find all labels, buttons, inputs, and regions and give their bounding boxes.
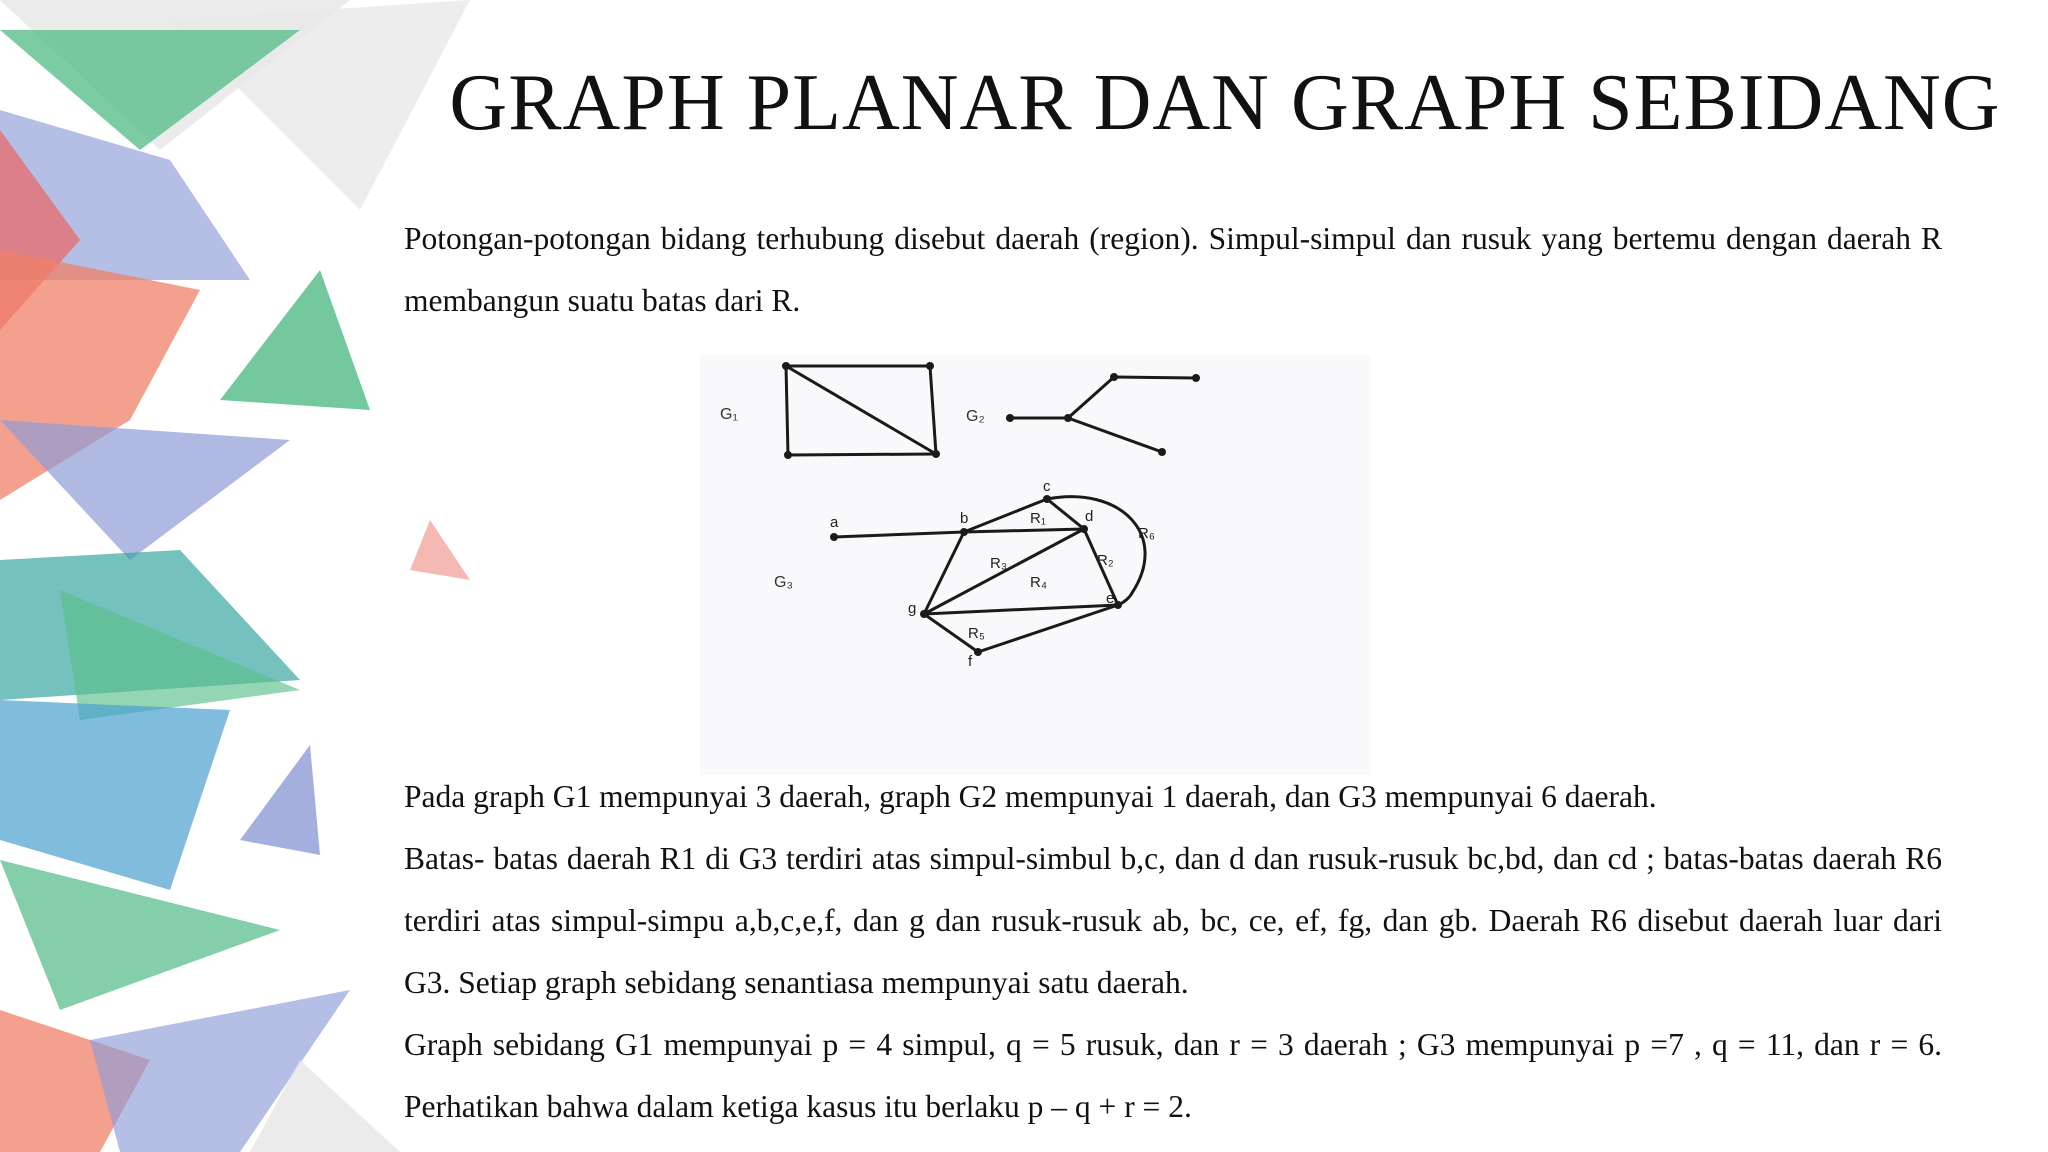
graph-g2: [966, 373, 1200, 456]
g3-region-r2: R₂: [1097, 552, 1114, 569]
intro-paragraph: Potongan-potongan bidang terhubung disebut daerah (region). Simpul-simpul dan rusuk yang bertemu dengan daerah R membangun suatu batas dari R.: [404, 221, 1942, 318]
paragraph-region-boundaries: Batas- batas daerah R1 di G3 terdiri atas simpul-simbul b,c, dan d dan rusuk-rusuk bc,bd, dan cd ; batas-batas daerah R6 terdiri atas simpul-simpu a,b,c,e,f, dan g dan rusuk-rusuk ab, bc, ce, ef, fg, dan gb. Daerah R6 disebut daerah luar dari G3. Setiap graph sebidang senantiasa mempunyai satu daerah.: [404, 841, 1942, 1000]
g2-vertex: [1192, 374, 1200, 382]
g1-edge: [786, 366, 936, 454]
pink-triangle: [410, 520, 470, 580]
g2-vertex: [1110, 373, 1118, 381]
g3-vertex-d: [1080, 525, 1088, 533]
g1-vertex: [784, 451, 792, 459]
periwinkle-triangle: [240, 745, 320, 855]
g3-region-r1: R₁: [1030, 510, 1046, 527]
g3-label: G₃: [774, 574, 793, 591]
g3-vertex-a: [830, 533, 838, 541]
g2-vertex: [1064, 414, 1072, 422]
g3-label-f: f: [968, 653, 973, 670]
g3-label-a: a: [830, 514, 839, 531]
g1-edge: [788, 454, 936, 455]
g3-edge-ce: [1047, 497, 1145, 605]
g2-label: G₂: [966, 408, 985, 425]
g3-region-r6: R₆: [1138, 525, 1155, 542]
g3-edge-ef: [978, 605, 1118, 652]
g3-region-r3: R₃: [990, 555, 1007, 572]
g1-vertex: [932, 450, 940, 458]
g3-label-c: c: [1043, 478, 1051, 495]
g3-edge-bd: [964, 529, 1084, 532]
green-triangle: [220, 270, 370, 410]
g3-region-r5: R₅: [968, 625, 985, 642]
g2-edge: [1068, 377, 1114, 418]
body-text: [404, 766, 1942, 1138]
g3-label-g: g: [908, 600, 917, 617]
g1-edge: [930, 366, 936, 454]
g3-label-b: b: [960, 510, 969, 527]
slide-title: GRAPH PLANAR DAN GRAPH SEBIDANG: [449, 59, 2001, 147]
g3-vertex-b: [960, 528, 968, 536]
g3-edge-eg: [924, 605, 1118, 614]
g1-label: G₁: [720, 406, 738, 423]
g3-vertex-e: [1114, 601, 1122, 609]
periwinkle-triangle: [0, 420, 290, 560]
g1-edge: [786, 366, 788, 455]
g3-vertex-c: [1043, 495, 1051, 503]
blue-triangle: [0, 700, 230, 890]
g1-vertex: [782, 362, 790, 370]
g3-vertex-g: [920, 610, 928, 618]
paragraph-euler-formula: Graph sebidang G1 mempunyai p = 4 simpul, q = 5 rusuk, dan r = 3 daerah ; G3 mempunyai p =7 , q = 11, dan r = 6. Perhatikan bahwa dalam ketiga kasus itu berlaku p – q + r = 2.: [404, 1027, 1942, 1124]
g2-edge: [1068, 418, 1162, 452]
g3-label-e: e: [1106, 590, 1115, 607]
g2-vertex: [1158, 448, 1166, 456]
paragraph-daerah-count: Pada graph G1 mempunyai 3 daerah, graph G2 mempunyai 1 daerah, dan G3 mempunyai 6 daerah.: [404, 779, 1657, 814]
g3-vertex-f: [974, 648, 982, 656]
g3-edge-ab: [834, 532, 964, 537]
g3-region-r4: R₄: [1030, 574, 1047, 591]
graph-g1: [720, 362, 940, 459]
g3-label-d: d: [1085, 508, 1094, 525]
g2-vertex: [1006, 414, 1014, 422]
graph-figure: [700, 355, 1370, 775]
g2-edge: [1114, 377, 1196, 378]
g3-edge-cd: [1047, 499, 1084, 529]
green-triangle: [0, 860, 280, 1010]
g1-vertex: [926, 362, 934, 370]
graph-g3: [774, 478, 1155, 670]
